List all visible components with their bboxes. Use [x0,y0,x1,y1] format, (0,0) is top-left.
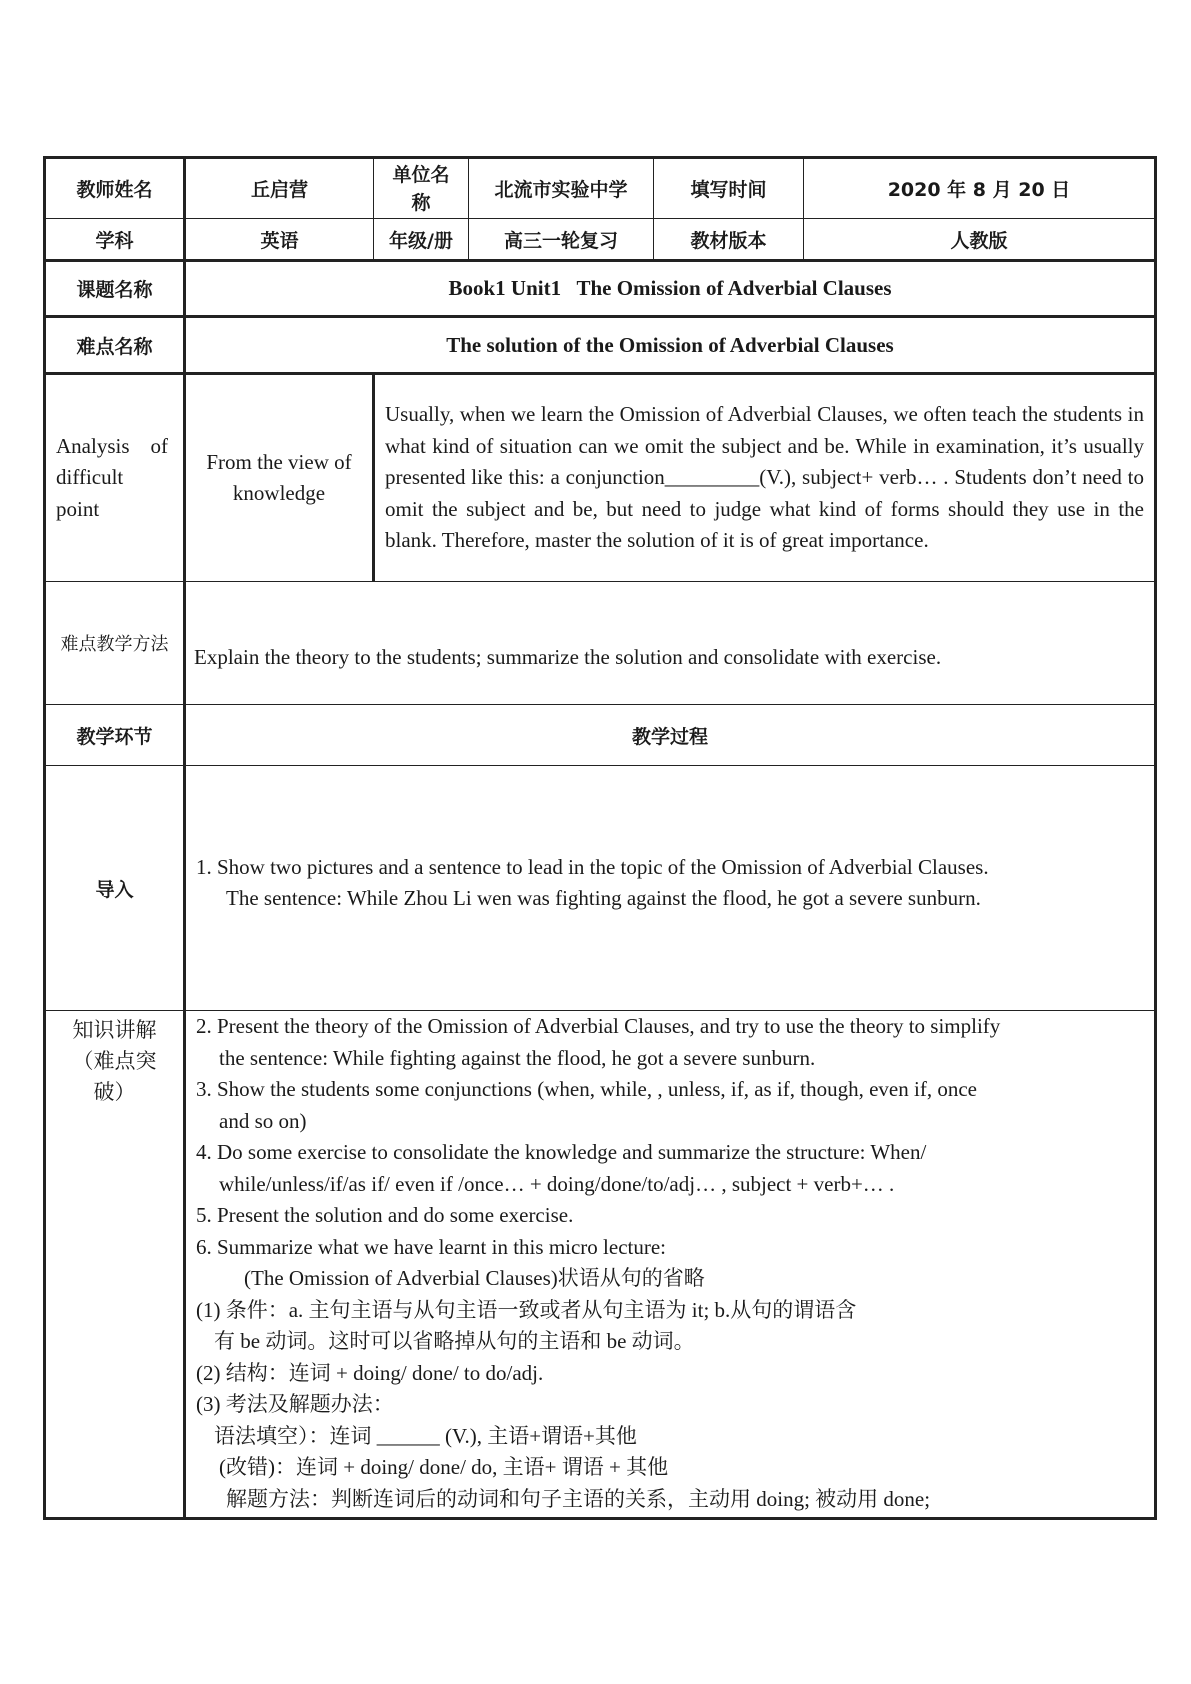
analysis-text: Usually, when we learn the Omission of Adverbial Clauses, we often teach the students in what kind of situation can we omit the subject and be. While in examination, it’s usually presented like this: a conjunction_________(V.), subject+ verb… . Students don’t need to omit the subject and be, but need to judge what kind of forms should they use in the blank. Therefore, master the solution of it is of great importance. [374,374,1156,582]
unit-label-line2: 称 [411,191,431,214]
knowledge-line: 2. Present the theory of the Omission of Adverbial Clauses, and try to use the theory to simplify [196,1014,1001,1038]
unit-label [374,158,469,219]
knowledge-line: 有 be 动词。这时可以省略掉从句的主语和 be 动词。 [214,1329,695,1353]
knowledge-line: 语法填空）：连词 ______ (V.), 主语+谓语+其他 [214,1423,637,1448]
analysis-label-line1: Analysis of [56,433,168,458]
analysis-row [45,374,1156,582]
difficulty-row [45,317,1156,374]
knowledge-label-line2: （难点突 [72,1049,157,1073]
process-header-row [45,705,1156,766]
grade-label: 年级/册 [374,219,469,261]
intro-content [185,766,1156,1011]
topic-value: Book1 Unit1 The Omission of Adverbial Clauses [185,261,1156,317]
knowledge-line: 3. Show the students some conjunctions (when, while, , unless, if, as if, though, even if, once [196,1077,977,1101]
difficulty-value: The solution of the Omission of Adverbial Clauses [185,317,1156,374]
analysis-view [185,374,374,582]
knowledge-content [185,1011,1156,1519]
info-row-2 [45,219,1156,261]
knowledge-line: and so on) [219,1108,307,1133]
knowledge-line: 6. Summarize what we have learnt in this micro lecture: [196,1234,667,1259]
fill-time: 2020 年 8 月 20 日 [804,158,1156,219]
knowledge-line: (1) 条件：a. 主句主语与从句主语一致或者从句主语为 it; b.从句的谓语含 [196,1297,857,1322]
knowledge-label [45,1011,185,1519]
textbook-label: 教材版本 [654,219,804,261]
knowledge-line: (3) 考法及解题办法： [196,1392,394,1416]
topic-row [45,261,1156,317]
knowledge-line: (改错)：连词 + doing/ done/ do, 主语+ 谓语 + 其他 [219,1455,669,1479]
intro-label: 导入 [45,766,185,1011]
unit-name: 北流市实验中学 [469,158,654,219]
knowledge-line: while/unless/if/as if/ even if /once… + doing/done/to/adj… , subject + verb+… . [219,1171,895,1196]
knowledge-line: 解题方法：判断连词后的动词和句子主语的关系，主动用 doing; 被动用 done; [226,1486,931,1511]
analysis-label-line3: point [56,496,100,521]
process-stage-label: 教学环节 [45,705,185,766]
grade: 高三一轮复习 [469,219,654,261]
fill-time-label: 填写时间 [654,158,804,219]
lesson-plan-page [43,156,1154,1520]
method-text: Explain the theory to the students; summarize the solution and consolidate with exercise. [185,582,1156,705]
process-label: 教学过程 [185,705,1156,766]
textbook: 人教版 [804,219,1156,261]
analysis-view-line1: From the view of [206,449,352,474]
knowledge-line: (The Omission of Adverbial Clauses)状语从句的省略 [244,1266,705,1290]
knowledge-line: 4. Do some exercise to consolidate the knowledge and summarize the structure: When/ [196,1140,927,1164]
subject-label: 学科 [45,219,185,261]
info-row-1 [45,158,1156,219]
knowledge-label-line3: 破） [93,1080,136,1104]
difficulty-label: 难点名称 [45,317,185,374]
lesson-plan-table [43,156,1157,1520]
teacher-name-label: 教师姓名 [45,158,185,219]
analysis-label-line2: difficult [56,465,124,490]
method-row [45,582,1156,705]
intro-line-1: 1. Show two pictures and a sentence to lead in the topic of the Omission of Adverbial Clauses. [196,854,989,879]
knowledge-row [45,1011,1156,1519]
knowledge-label-line1: 知识讲解 [72,1018,157,1042]
unit-label-line1: 单位名 [392,163,450,186]
intro-row [45,766,1156,1011]
topic-label: 课题名称 [45,261,185,317]
subject: 英语 [185,219,374,261]
teacher-name: 丘启营 [185,158,374,219]
analysis-label [45,374,185,582]
knowledge-line: (2) 结构：连词 + doing/ done/ to do/adj. [196,1360,544,1385]
intro-line-2: The sentence: While Zhou Li wen was fighting against the flood, he got a severe sunburn. [226,886,981,910]
knowledge-line: the sentence: While fighting against the flood, he got a severe sunburn. [219,1045,816,1070]
analysis-view-line2: knowledge [232,481,326,505]
knowledge-line: 5. Present the solution and do some exercise. [196,1203,574,1227]
method-label: 难点教学方法 [45,582,185,705]
